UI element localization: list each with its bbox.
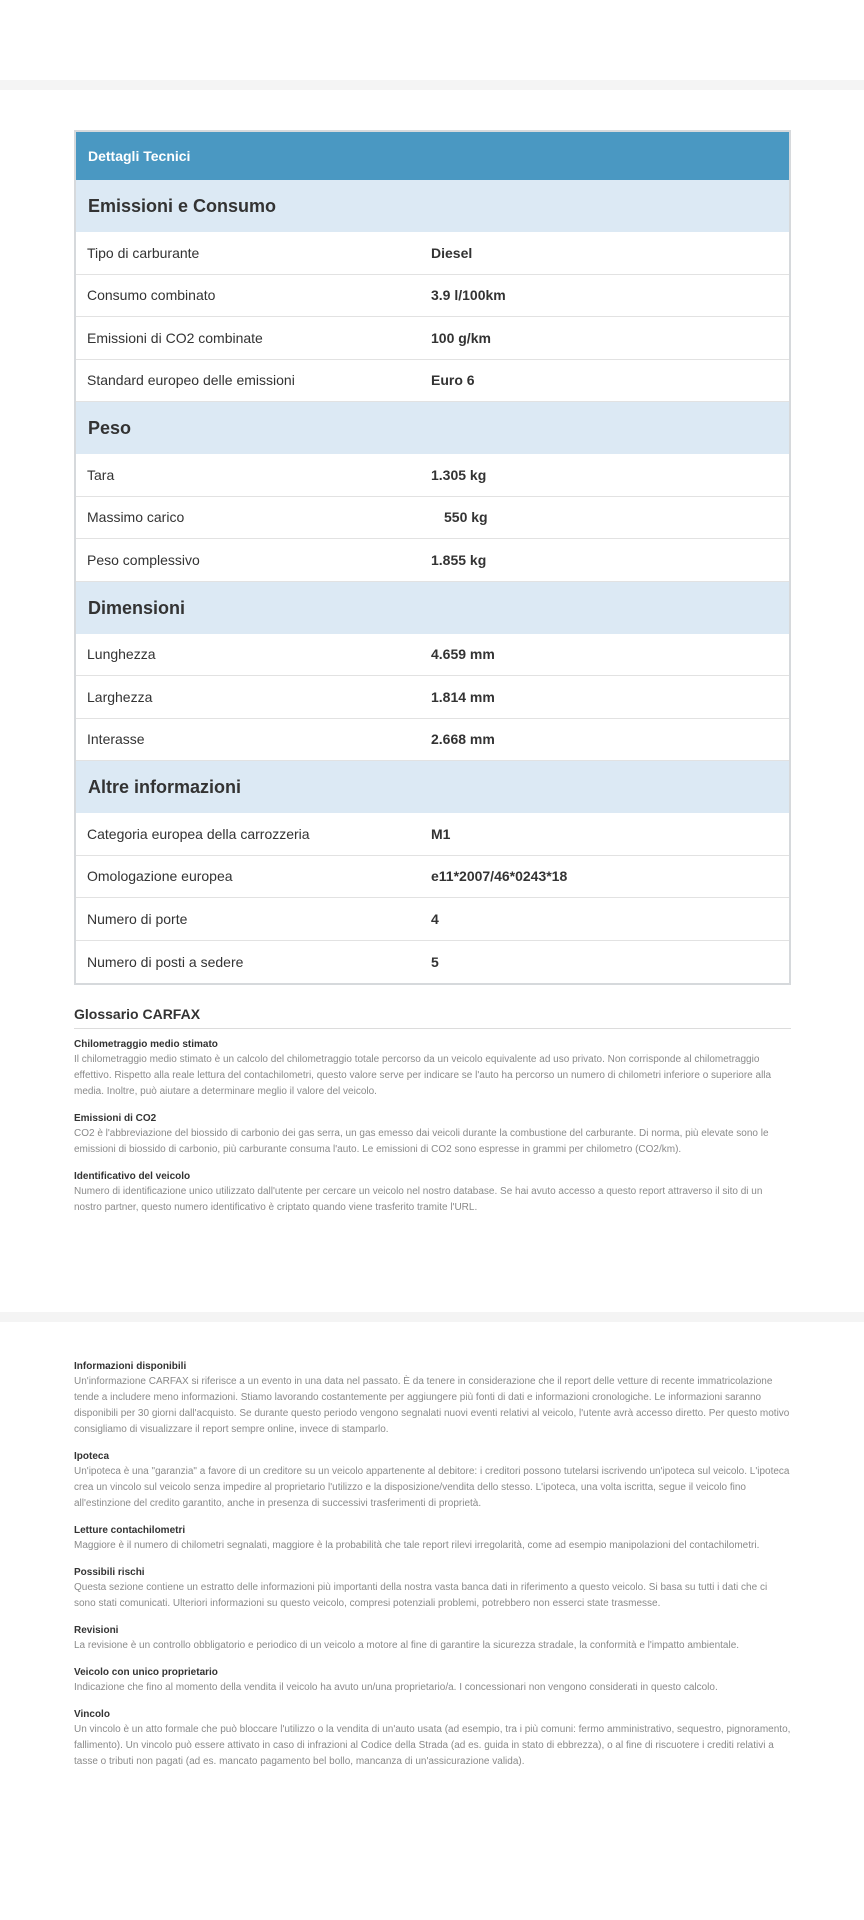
spec-row (76, 634, 789, 677)
spec-label: Peso complessivo (87, 551, 200, 568)
spec-label: Larghezza (87, 688, 153, 705)
glossary-entry-text: CO2 è l'abbreviazione del biossido di carbonio dei gas serra, un gas emesso dai veicoli durante la combustione del carburante. Di norma, più elevate sono le emissioni di biossido di carbonio, più carburante consuma l'auto. Le emissioni di CO2 sono espresse in grammi per chilometro (CO2/km). (74, 1128, 769, 1155)
glossary (74, 1006, 791, 1228)
spec-label: Lunghezza (87, 646, 156, 663)
glossary-entry (74, 1112, 791, 1158)
spec-row (76, 275, 789, 318)
glossary-entry-title: Revisioni (74, 1625, 119, 1636)
spec-row (76, 676, 789, 719)
glossary-entry-title: Vincolo (74, 1709, 110, 1720)
glossary-continued (74, 1360, 791, 1782)
glossary-entry-title: Chilometraggio medio stimato (74, 1039, 218, 1050)
glossary-entry (74, 1524, 791, 1554)
glossary-entry (74, 1360, 791, 1438)
spec-row (76, 454, 789, 497)
glossary-entry-title: Emissioni di CO2 (74, 1113, 157, 1124)
glossary-entry-title: Informazioni disponibili (74, 1361, 187, 1372)
glossary-entry-text: La revisione è un controllo obbligatorio e periodico di un veicolo a motore al fine di garantire la sicurezza stradale, la conformità e l'impatto ambientale. (74, 1640, 740, 1651)
spec-value: 100 g/km (431, 329, 491, 346)
spec-row (76, 539, 789, 582)
spec-row (76, 317, 789, 360)
glossary-entry (74, 1566, 791, 1612)
spec-row (76, 719, 789, 762)
spec-row (76, 232, 789, 275)
glossary-entry-text: Un vincolo è un atto formale che può bloccare l'utilizzo o la vendita di un'auto usata (ad esempio, tra i più comuni: fermo amministrativo, sequestro, pignoramento, fallimento). Un vincolo può essere attivato in caso di infrazioni al Codice della Strada (ad es. guida in stato di ebbrezza), o al fine di riscuotere i crediti relativi a tasse o tributi non pagati (ad es. mancato pagamento bel bollo, mancanza di un'assicurazione valida). (74, 1724, 791, 1767)
glossary-entry-title: Identificativo del veicolo (74, 1171, 191, 1182)
spec-value: 4 (431, 910, 439, 927)
spec-value: 550 kg (444, 509, 488, 526)
spec-value: Euro 6 (431, 372, 475, 389)
spec-label: Tipo di carburante (87, 244, 200, 261)
section-title-emissions: Emissioni e Consumo (76, 180, 789, 232)
spec-row (76, 360, 789, 403)
spec-label: Numero di porte (87, 910, 188, 927)
glossary-entry-text: Maggiore è il numero di chilometri segnalati, maggiore è la probabilità che tale report rilevi irregolarità, come ad esempio manipolazioni del contachilometri. (74, 1540, 760, 1551)
glossary-entry-text: Indicazione che fino al momento della vendita il veicolo ha avuto un/una proprietario/a. I concessionari non vengono considerati in questo calcolo. (74, 1682, 718, 1693)
spec-row (76, 941, 789, 984)
glossary-entry (74, 1708, 791, 1770)
glossary-entry (74, 1666, 791, 1696)
spec-value: 2.668 mm (431, 731, 495, 748)
technical-details-table (74, 130, 791, 985)
glossary-entry-text: Questa sezione contiene un estratto delle informazioni più importanti della nostra vasta banca dati in riferimento a questo veicolo. Si basa su tutti i dati che ci sono stati comunicati. Ulteriori informazioni su questo veicolo, compresi potenziali problemi, potrebbero non esserci state trasmesse. (74, 1582, 768, 1609)
glossary-entry (74, 1170, 791, 1216)
glossary-entry-text: Un'informazione CARFAX si riferisce a un evento in una data nel passato. È da tenere in considerazione che il report delle vetture di recente immatricolazione tende a includere meno informazioni. Stiamo lavorando costantemente per aggiungere più fonti di dati e informazioni cronologiche. Le informazioni saranno disponibili per 30 giorni dall'acquisto. Se durante questo periodo vengono segnalati nuovi eventi relativi al veicolo, l'utente avrà accesso diretto. Per questo motivo consigliamo di visualizzare il report sempre online, invece di stamparlo. (74, 1376, 790, 1435)
spec-value: e11*2007/46*0243*18 (431, 868, 568, 885)
spec-label: Numero di posti a sedere (87, 953, 244, 970)
spec-label: Omologazione europea (87, 868, 233, 885)
spec-row (76, 898, 789, 941)
section-separator (0, 1312, 864, 1322)
spec-label: Interasse (87, 731, 145, 748)
spec-value: 5 (431, 953, 439, 970)
spec-value: 1.814 mm (431, 688, 495, 705)
glossary-entry-title: Ipoteca (74, 1451, 110, 1462)
glossary-entry-text: Il chilometraggio medio stimato è un calcolo del chilometraggio totale percorso da un veicolo equivalente ad uso privato. Non corrisponde al chilometraggio effettivo. Rispetto alla reale lettura del contachilometri, questo valore serve per indicare se l'auto ha percorso un numero di chilometri inferiore o superiore alla media. Inoltre, può aiutare a determinare meglio il valore del veicolo. (74, 1054, 772, 1097)
spec-value: 1.855 kg (431, 551, 487, 568)
glossary-entry-text: Un'ipoteca è una "garanzia" a favore di un creditore su un veicolo appartenente al debitore: i creditori possono tutelarsi iscrivendo un'ipoteca sul veicolo. L'ipoteca crea un vincolo sul veicolo senza impedire al proprietario l'utilizzo e la disposizione/vendita dello stesso. L'ipoteca, una volta iscritta, segue il veicolo fino all'estinzione del credito garantito, anche in presenza di successivi trasferimenti di proprietà. (74, 1466, 790, 1509)
spec-value: 1.305 kg (431, 466, 487, 483)
glossary-entry-title: Veicolo con unico proprietario (74, 1667, 218, 1678)
glossary-entry (74, 1624, 791, 1654)
section-title-other-info: Altre informazioni (76, 761, 789, 813)
spec-value: 4.659 mm (431, 646, 495, 663)
section-title-dimensions: Dimensioni (76, 582, 789, 634)
spec-value: M1 (431, 825, 451, 842)
section-title-weight: Peso (76, 402, 789, 454)
spec-row (76, 856, 789, 899)
spec-label: Tara (87, 466, 115, 483)
spec-label: Massimo carico (87, 509, 185, 526)
glossary-entry (74, 1450, 791, 1512)
glossary-title: Glossario CARFAX (74, 1006, 791, 1029)
spec-row (76, 497, 789, 540)
glossary-entry-title: Letture contachilometri (74, 1525, 186, 1536)
glossary-entry-title: Possibili rischi (74, 1567, 145, 1578)
glossary-entry (74, 1038, 791, 1100)
glossary-entry-text: Numero di identificazione unico utilizzato dall'utente per cercare un veicolo nel nostro database. Se hai avuto accesso a questo report attraverso il sito di un nostro partner, questo numero identificativo è criptato quando viene trasferito tramite l'URL. (74, 1186, 763, 1213)
technical-details-header: Dettagli Tecnici (76, 132, 789, 180)
spec-value: Diesel (431, 244, 473, 261)
spec-label: Standard europeo delle emissioni (87, 372, 295, 389)
spec-label: Categoria europea della carrozzeria (87, 825, 310, 842)
spec-value: 3.9 l/100km (431, 287, 506, 304)
section-separator (0, 80, 864, 90)
spec-label: Consumo combinato (87, 287, 216, 304)
spec-label: Emissioni di CO2 combinate (87, 329, 263, 346)
spec-row (76, 813, 789, 856)
